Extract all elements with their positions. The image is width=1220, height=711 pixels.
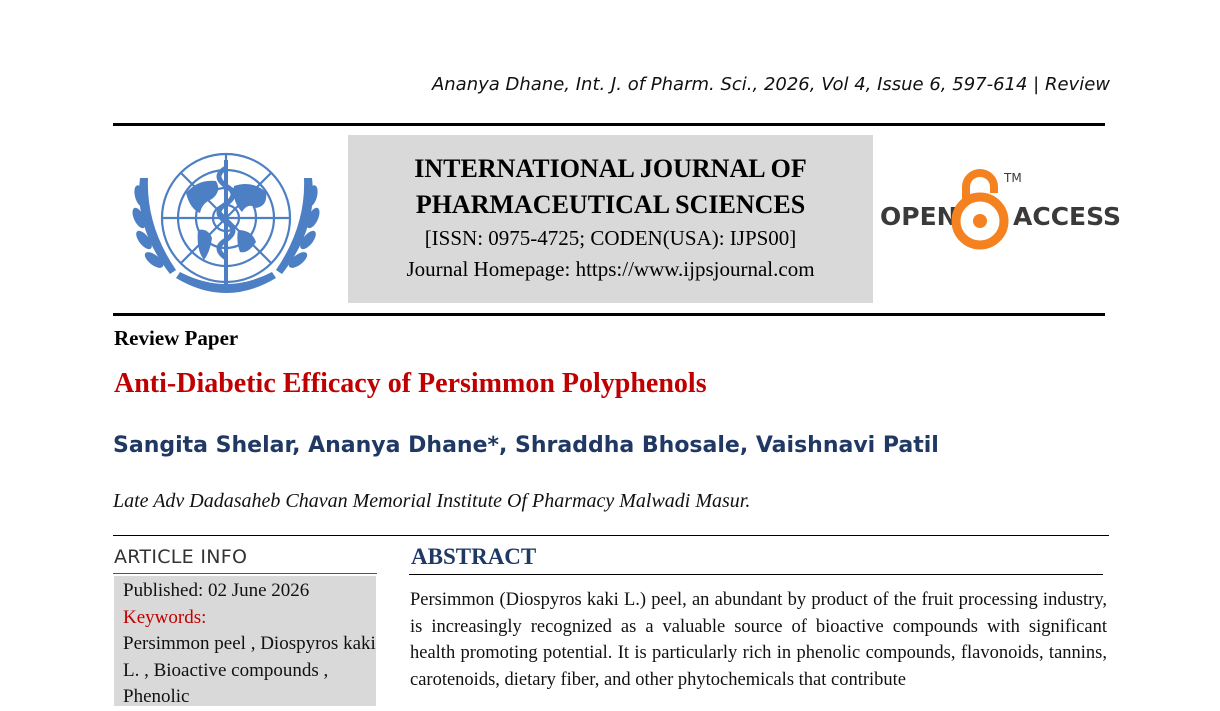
who-emblem-icon xyxy=(126,138,326,306)
paper-title: Anti-Diabetic Efficacy of Persimmon Polyphenols xyxy=(114,368,707,399)
header-bottom-rule xyxy=(113,313,1105,316)
affiliation: Late Adv Dadasaheb Chavan Memorial Institute Of Pharmacy Malwadi Masur. xyxy=(113,490,751,512)
journal-masthead xyxy=(348,135,873,303)
open-access-logo xyxy=(878,163,1122,255)
journal-title-line1: INTERNATIONAL JOURNAL OF xyxy=(414,154,807,183)
open-access-word-open: OPEN xyxy=(880,202,958,231)
open-access-tm: TM xyxy=(1004,171,1022,185)
keywords-text: Persimmon peel , Diospyros kaki L. , Bioactive compounds , Phenolic xyxy=(123,633,376,707)
abstract-rule xyxy=(409,574,1103,575)
abstract-heading: ABSTRACT xyxy=(411,544,537,569)
article-info-box xyxy=(114,576,376,706)
paper-type: Review Paper xyxy=(114,326,239,350)
author-list: Sangita Shelar, Ananya Dhane*, Shraddha Bhosale, Vaishnavi Patil xyxy=(113,433,939,458)
journal-issn: [ISSN: 0975-4725; CODEN(USA): IJPS00] xyxy=(424,226,797,250)
article-info-heading: ARTICLE INFO xyxy=(114,546,248,568)
section-divider xyxy=(113,535,1109,536)
journal-title-line2: PHARMACEUTICAL SCIENCES xyxy=(415,190,806,219)
open-access-word-access: ACCESS xyxy=(1013,202,1122,231)
keywords-label: Keywords: xyxy=(123,606,207,628)
published-date: Published: 02 June 2026 xyxy=(123,580,310,601)
open-access-lock-icon xyxy=(956,173,1004,245)
running-header: Ananya Dhane, Int. J. of Pharm. Sci., 2026, Vol 4, Issue 6, 597-614 | Review xyxy=(431,74,1110,95)
journal-homepage: Journal Homepage: https://www.ijpsjournal.com xyxy=(406,257,815,281)
article-info-rule xyxy=(113,573,377,574)
abstract-text: Persimmon (Diospyros kaki L.) peel, an abundant by product of the fruit processing industry, is increasingly recognized as a valuable source of bioactive compounds with significant health promoting potential. It is particularly rich in phenolic compounds, flavonoids, tannins, carotenoids, dietary fiber, and other phytochemicals that contribute xyxy=(410,590,1107,690)
header-top-rule xyxy=(113,123,1105,126)
